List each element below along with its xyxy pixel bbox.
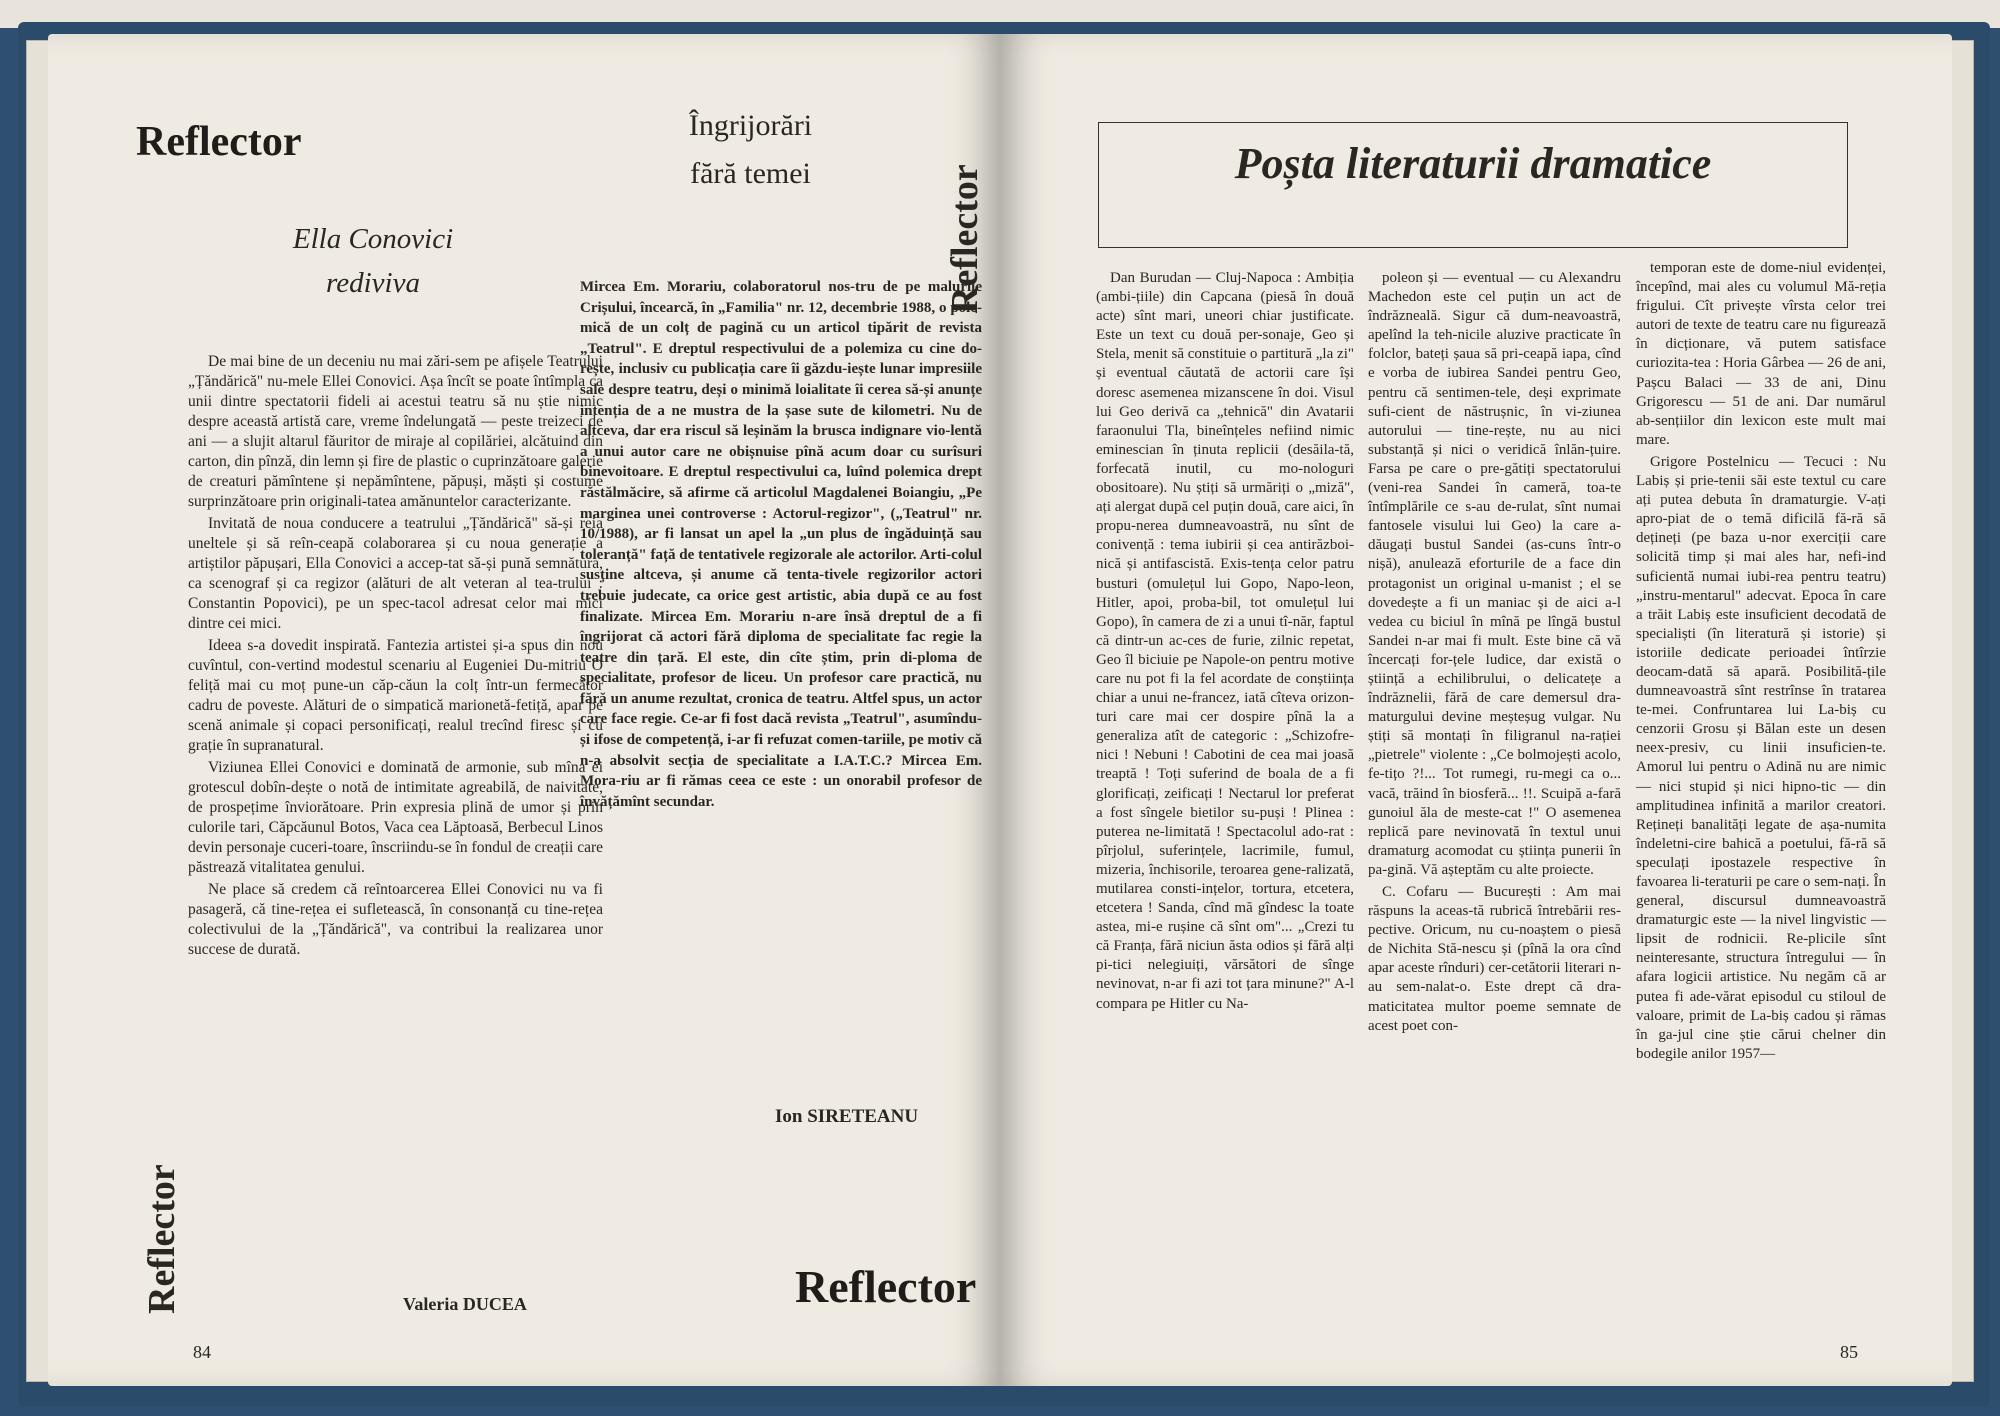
paragraph: Viziunea Ellei Conovici e dominată de armonie, sub mîna ei grotescul dobîn-dește o notă de intimitate agreabilă, de naivitate, de prospețime înviorătoare. Prin expresia plină de umor și prin culorile tari, Căpcăunul Botos, Vaca cea Lăptoasă, Berbecul Linos devin personaje cuceri-toare, înscriindu-se în fondul de creații care păstrează vitalitatea genului. (188, 759, 603, 876)
article2-title (648, 102, 853, 198)
paragraph: De mai bine de un deceniu nu mai zări-sem pe afișele Teatrului „Țăndărică" nu-mele Ellei Conovici. Așa încît se poate întîmpla ca unii dintre spectatorii fideli ai acestui teatru să nu știe nimic despre această artistă care, vreme îndelungată — peste treizeci de ani — a slujit altarul făuritor de miraje al copilăriei, alcătuind din carton, din pînză, din lemn și fire de plastic o cuprinzătoare galerie de creaturi pămîntene și nepămîntene, păpuși, măști și costume surprinzătoare prin originali-tatea amănuntelor caracterizante. (188, 353, 603, 510)
page-number: 84 (193, 1342, 211, 1362)
rubric-title: Poșta literaturii dramatice (1234, 139, 1712, 188)
article2-body: Mircea Em. Morariu, colaboratorul nos-tru de pe malurile Crișului, încearcă, în „Familia" nr. 12, decembrie 1988, o pole-mică de un colț de pagină cu un articol tipărit de revista „Teatrul". E dreptul respectivului de a polemiza cu cine do-rește, inclusiv cu publicația care îi găzdu-iește lunar impresiile sale despre teatru, deși o minimă loialitate îi cerea să-și anunțe intenția de a ne mustra de la șase sute de kilometri. Nu de altceva, dar era riscul să leșinăm la brusca indignare vio-lentă a unui autor care ne obișnuise pînă acum doar cu surîsuri binevoitoare. E dreptul respectivului ca, luînd polemica drept răstălmăcire, să afirme că articolul Magdalenei Boiangiu, „Pe marginea unei controverse : Actorul-regizor", („Teatrul" nr. 10/1988), ar fi lansat un apel la „un plus de îngăduință sau toleranță" față de tentativele regizorale ale actorilor. Arti-colul susține altceva, și anume că tenta-tivele regizorilor actori trebuie judecate, ca orice gest artistic, abia după ce au fost finalizate. Mircea Em. Morariu n-are însă dreptul de a fi îngrijorat că actori fără diploma de specialitate fac regie la teatre din țară. El este, din cîte știm, prin di-ploma de specialitate, profesor de liceu. Un profesor care practică, nu fără un anume rezultat, cronica de teatru. Altfel spus, un actor care face regie. Ce-ar fi fost dacă revista „Teatrul", asumîndu-și ifose de competență, i-ar fi refuzat comen-tariile, pe motiv că n-a absolvit secția de specialitate a I.A.T.C.? Mircea Em. Mora-riu ar fi rămas ceea ce este : un onorabil profesor de învățămînt secundar. (580, 279, 982, 810)
section-label: Reflector (136, 119, 302, 165)
page-stack-right (1950, 40, 1974, 1382)
letter-reply: C. Cofaru — București : Am mai răspuns la aceas-tă rubrică întrebării res-pective. Oricum, nu cu-noaștem o piesă de Nichita Stă-nescu și (pînă la ora cînd apar aceste rînduri) cer-cetătorii literari n-au sem-nalat-o. Este drept că dra-maticitatea multor poeme semnate de acest poet con- (1368, 884, 1621, 1034)
vertical-section-label-2: Reflector (944, 164, 986, 314)
letters-column-2 (1368, 269, 1621, 1039)
article2-title-line1: Îngrijorări (688, 109, 813, 142)
article-title (223, 217, 523, 305)
letter-reply: poleon și — eventual — cu Alexandru Machedon este cel puțin un act de îndrăzneală. Sigur că dum-neavoastră, apelînd la teh-nicile aluzive practicate în folclor, bateți șaua să pri-ceapă iapa, cînd e vorba de iubirea Sandei pentru Geo, pentru că sentimen-tele, deși exprimate sufi-cient de năstrușnic, în vi-ziunea autorului — tine-rește, nu au nici substanță și nici o veridică înlăn-țuire. Farsa pe care o pre-gătiți spectatorului (veni-rea Sandei în cameră, toa-te întîmplările ce s-au de-rulat, sînt numai fantosele visului lui Geo) la care a-dăugați bustul Sandei (as-cuns într-o nișă), anulează eforturile de a face din protagonist un original u-manist ; el se dovedește a fi un maniac și de aici a-l vedea cu biciul în mînă pe lîngă bustul Sandei n-ar mai fi mult. Este bine că vă încercați for-țele ludice, dar există o știință a echilibrului, o delicatețe a îndrăznelii, fără de care demersul dra-maturgului devine meșteșug vulgar. Nu știți să montați în filigranul na-rației „pietrele" violente : „Ce bolmojești acolo, fe-tițo ?!... Tot rumegi, ru-megi ca o... vacă, trăind în biosferă... !!. Scuipă a-fară gunoiul ăla de meste-cat !" O asemenea replică pare nevinovată în textul unui dramaturg acomodat cu știința punerii în pa-gină. Vă așteptăm cu alte proiecte. (1368, 270, 1621, 878)
paragraph: Ne place să credem că reîntoarcerea Ellei Conovici nu va fi pasageră, că tine-rețea ei sufletească, în consonanță cu tine-rețea colectivului de la „Țăndărică", va contribui la realizarea unor succese de durată. (188, 881, 603, 958)
article-body (188, 352, 603, 962)
left-page (48, 34, 1000, 1386)
vertical-section-label: Reflector (141, 1164, 183, 1314)
article-title-line1: Ella Conovici (292, 223, 454, 255)
article2-title-line2: fără temei (690, 157, 811, 190)
right-page (1000, 34, 1952, 1386)
paragraph: Invitată de noua conducere a teatrului „Țăndărică" să-și reia uneltele și să reîn-ceapă colaborarea și cu noua generație a artiștilor păpușari, Ella Conovici a accep-tat să-și pună semnătura, ca scenograf și ca regizor (alături de alt veteran al tea-trului : Constantin Popovici), pe un spec-tacol adresat celor mai mici dintre cei mici. (188, 515, 603, 632)
article2-author: Ion SIRETEANU (775, 1106, 919, 1127)
letter-reply: temporan este de dome-niul evidenței, începînd, mai ales cu volumul Mă-reția frigului. Cît privește vîrsta celor trei autori de texte de teatru care nu figurează în dicționare, vă putem satisface curiozita-tea : Horia Gârbea — 26 de ani, Pașcu Balaci — 33 de ani, Dinu Grigorescu — 51 de ani. Dar numărul ab-sențiilor din lexicon este mult mai mare. (1636, 260, 1886, 448)
letters-column-3 (1636, 259, 1886, 1067)
letter-reply: Dan Burudan — Cluj-Napoca : Ambiția (ambi-țiile) din Capcana (piesă în două acte) sînt mari, uneori chiar justificate. Este un text cu două per-sonaje, Geo și Stela, menit să constituie o partitură „la zi" și eventual căutată de actorii care își doresc asemenea mizanscene în doi. Visul lui Geo derivă ca „tehnică" din Avatarii faraonului Tla, bineînțeles nefiind nimic eminescian în ținuta replicii (desăila-tă, forfecată inutil, cu mo-nologuri obositoare). Nu știți să urmăriți o „miză", ați alergat după cel puțin două, care aici, în propu-nerea dumneavoastră, nu sînt de conivență : tema iubirii și cea antirăzboi-nică și antifascistă. Exis-tența celor patru busturi (omulețul lui Gopo, Napo-leon, Hitler, apoi, proba-bil, tot omulețul lui Gopo), în camera de zi a unui tî-năr, faptul că dintr-un ac-ces de furie, zilnic repetat, Geo îl biciuie pe Napole-on pentru motive care nu pot fi la fel acordate de conștiința chiar a unui ne-francez, iată cîteva orizon-turi care mai cer dospire pînă la a generaliza atît de categoric : „Schizofre-nici ! Nebuni ! Cabotini de cea mai joasă treaptă ! Toți suferind de boala de a fi glorificați, zeificați ! Nectarul lor preferat a fost sîngele bietilor su-puși ! Plinea : puterea ne-limitată ! Spectacolul ado-rat : pîrjolul, suferințele, lacrimile, fumul, mizeria, închisorile, teroarea gene-ralizată, mutilarea consti-ințelor, tortura, etcetera, etcetera ! Sanda, cînd mă gîndesc la toate astea, mi-e rușine că sînt om"... „Crezi tu că Franța, fără niciun ăsta odios și fără alți pi-tici nelegiuiți, vărsători de sînge nevinovat, n-ar fi azi tot țara minune?" A-l compara pe Hitler cu Na- (1096, 270, 1354, 1012)
article-author: Valeria DUCEA (403, 1294, 527, 1314)
paragraph: Ideea s-a dovedit inspirată. Fantezia artistei și-a spus din nou cuvîntul, con-vertind modestul scenariu al Eugeniei Du-mitriu O feliță mai cu moț pune-un căp-căun la colț într-un fermecător cadru de poveste. Alături de o simpatică marionetă-fetiță, apar pe scenă animale și copaci personificați, realul trecînd firesc și cu grație în supranatural. (188, 637, 603, 754)
page-number: 85 (1840, 1342, 1858, 1362)
letters-column-1 (1096, 269, 1354, 1017)
article-title-line2: rediviva (326, 267, 420, 299)
letter-reply: Grigore Postelnicu — Tecuci : Nu Labiș și prie-tenii săi este textul cu care ați putea debuta în dramaturgie. V-ați apro-piat de o temă dificilă fă-ră să dețineți (pe baza u-nor exerciții care solicită timp și mai ales har, nefi-ind suficientă numai iubi-rea pentru teatru) „instru-mentarul" adecvat. Epoca în care a trăit Labiș este insuficient decodată de specialiști (în literatură și istorie) și istoriile dedicate perioadei întîrzie deocam-dată să apară. Posibilită-țile dumneavoastră sînt restrînse în tratarea te-mei. Confruntarea lui La-biș cu cenzorii Grosu și Bălan este un desen neex-presiv, cu linii insuficien-te. Amorul lui pentru o Adină nu are nimic — nici stupid și nici hipno-tic — din amplitudinea infinită a marilor creatori. Rețineți banalități legate de așa-numita îndeletni-cire bahică a poetului, fă-ră să speculați ipostazele respective în favoarea li-teraturii pe care o sem-nați. În general, discursul dumneavoastră dramaturgic este — la nivel lingvistic — lipsit de rodnicii. Re-plicile sînt neinteresante, structura întregului — în afara logicii artistice. Nu negăm că ar putea fi ade-vărat episodul cu stiloul de valoare, primit de La-biș cadou și rămas în ga-jul cine știe cărui chelner din bodegile anilor 1957— (1636, 453, 1886, 1062)
footer-section-label: Reflector (795, 1261, 977, 1312)
